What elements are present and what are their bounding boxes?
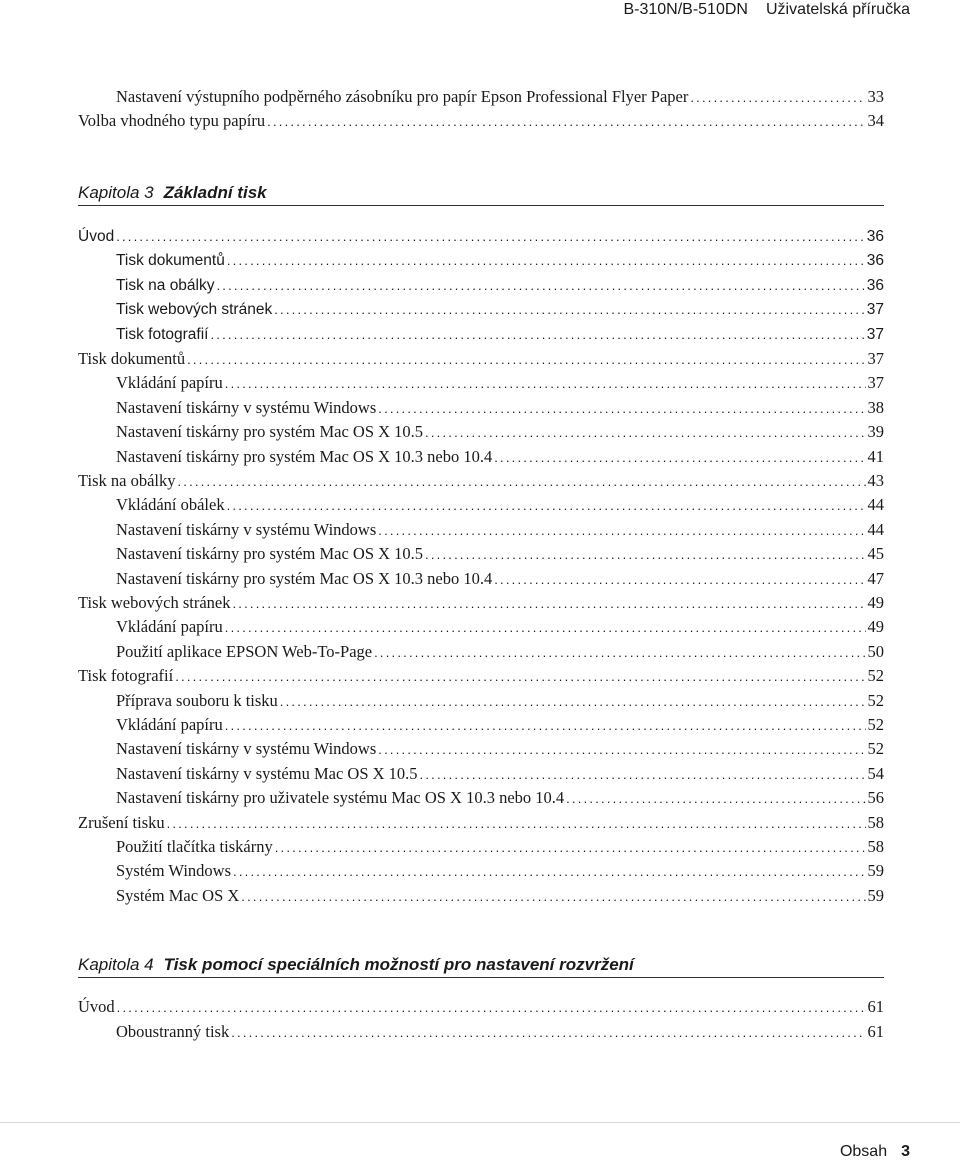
toc-leader-dots: [374, 641, 865, 665]
toc-entry[interactable]: [78, 347, 884, 371]
toc-entry[interactable]: [78, 298, 884, 322]
toc-entry-title: Nastavení tiskárny pro uživatele systému Mac OS X 10.3 nebo 10.4: [116, 788, 565, 808]
chapter-3-rule: [78, 205, 884, 206]
toc-leader-dots: [232, 592, 865, 616]
toc-leader-dots: [233, 860, 865, 884]
toc-entry-page: 50: [867, 641, 884, 661]
footer-divider: [0, 1122, 960, 1123]
toc-leader-dots: [425, 543, 865, 567]
chapter-4-label: Kapitola 4: [78, 955, 154, 974]
footer-label: Obsah: [839, 1143, 888, 1160]
toc-entry[interactable]: [78, 420, 884, 444]
toc-entry-title: Úvod: [78, 997, 115, 1016]
toc-leader-dots: [231, 1021, 865, 1045]
toc-entry-page: 58: [867, 837, 884, 856]
toc-leader-dots: [227, 494, 866, 518]
toc-leader-dots: [210, 323, 864, 347]
toc-entry-page: 59: [867, 885, 884, 905]
toc-entry-page: 58: [867, 812, 884, 832]
toc-entry-page: 37: [866, 325, 884, 343]
toc-entry-page: 36: [866, 228, 884, 245]
toc-entry-page: 36: [866, 252, 884, 270]
toc-entry-title: Příprava souboru k tisku: [116, 690, 278, 710]
toc-entry-title: Nastavení výstupního podpěrného zásobníku pro papír Epson Professional Flyer Paper: [116, 87, 689, 106]
toc-entry[interactable]: [78, 995, 884, 1019]
toc-entry-page: 38: [867, 397, 884, 417]
toc-leader-dots: [378, 738, 865, 762]
toc-leader-dots: [178, 470, 866, 494]
toc-leader-dots: [225, 616, 866, 640]
toc-entry-title: Tisk fotografií: [116, 325, 209, 343]
toc-leader-dots: [494, 446, 865, 470]
toc-entry[interactable]: [78, 1020, 884, 1044]
toc-entry[interactable]: [78, 396, 884, 420]
toc-leader-dots: [225, 372, 866, 396]
toc-entry-title: Systém Mac OS X: [116, 885, 240, 905]
toc-entry-title: Nastavení tiskárny v systému Windows: [116, 397, 377, 417]
toc-leader-dots: [275, 836, 866, 860]
toc-entry[interactable]: [78, 225, 884, 249]
toc-entry-page: 37: [867, 349, 884, 368]
toc-entry-page: 34: [867, 111, 884, 131]
toc-entry-page: 37: [867, 373, 884, 393]
toc-entry-page: 33: [867, 87, 884, 106]
toc-entry-page: 49: [867, 593, 884, 612]
toc-entry[interactable]: [78, 835, 884, 859]
toc-entry-page: 52: [867, 690, 884, 710]
toc-leader-dots: [117, 996, 866, 1020]
toc-entry[interactable]: [78, 884, 884, 908]
toc-entry[interactable]: [78, 664, 884, 688]
toc-entry-title: Systém Windows: [116, 861, 232, 881]
toc-entry-page: 54: [867, 763, 884, 783]
toc-entry-title: Nastavení tiskárny v systému Mac OS X 10.5: [116, 763, 418, 783]
toc-leader-dots: [267, 110, 865, 134]
toc-leader-dots: [378, 519, 865, 543]
toc-leader-dots: [175, 665, 865, 689]
toc-entry-title: Tisk webových stránek: [78, 593, 231, 612]
toc-entry-page: 44: [867, 495, 884, 515]
toc-entry-page: 59: [867, 861, 884, 881]
toc-entry-title: Úvod: [78, 228, 115, 245]
toc-entry-title: Nastavení tiskárny v systému Windows: [116, 519, 377, 539]
chapter-4-title: Tisk pomocí speciálních možností pro nastavení rozvržení: [163, 955, 634, 974]
chapter-3-label: Kapitola 3: [78, 183, 154, 202]
toc-entry[interactable]: [78, 615, 884, 639]
toc-entry-title: Nastavení tiskárny pro systém Mac OS X 10.5: [116, 422, 424, 442]
toc-leader-dots: [274, 298, 865, 322]
toc-entry[interactable]: [78, 493, 884, 517]
toc-entry-page: 39: [867, 422, 884, 442]
toc-entry-page: 36: [866, 276, 884, 294]
toc-entry-page: 52: [867, 715, 884, 734]
toc-entry[interactable]: [78, 274, 884, 298]
toc-leader-dots: [227, 249, 865, 273]
toc-entry[interactable]: [78, 542, 884, 566]
toc-entry[interactable]: [78, 567, 884, 591]
toc-entry-page: 44: [867, 519, 884, 539]
toc-entry[interactable]: [78, 469, 884, 493]
toc-entry-page: 61: [867, 997, 884, 1016]
toc-entry[interactable]: [78, 786, 884, 810]
toc-leader-dots: [425, 421, 865, 445]
toc-entry-title: Vkládání papíru: [116, 617, 223, 637]
toc-leader-dots: [420, 763, 866, 787]
toc-entry[interactable]: [78, 518, 884, 542]
toc-entry[interactable]: [78, 591, 884, 615]
toc-entry-page: 56: [867, 788, 884, 808]
toc-entry-title: Použití aplikace EPSON Web-To-Page: [116, 641, 373, 661]
toc-entry[interactable]: [78, 713, 884, 737]
toc-entry[interactable]: [78, 109, 884, 133]
toc-entry-title: Zrušení tisku: [78, 812, 165, 832]
toc-entry-page: 41: [867, 446, 884, 466]
toc-entry[interactable]: [78, 811, 884, 835]
toc-entry[interactable]: [78, 323, 884, 347]
toc-entry[interactable]: [78, 640, 884, 664]
toc-entry-title: Vkládání papíru: [116, 373, 223, 393]
page-number: 3: [901, 1143, 910, 1160]
toc-leader-dots: [167, 812, 866, 836]
toc-entry-title: Vkládání papíru: [116, 715, 223, 734]
toc-leader-dots: [494, 568, 865, 592]
toc-leader-dots: [225, 714, 866, 738]
toc-entry-page: 37: [866, 301, 884, 319]
chapter-3-heading: [78, 181, 267, 205]
toc-leader-dots: [116, 225, 865, 249]
toc-entry[interactable]: [78, 762, 884, 786]
header-doc-title: Uživatelská příručka: [765, 1, 910, 18]
toc-entry-title: Volba vhodného typu papíru: [78, 111, 266, 131]
toc-entry-page: 49: [867, 617, 884, 637]
chapter-4-heading: [78, 953, 634, 977]
chapter-4-rule: [78, 977, 884, 978]
toc-entry[interactable]: [78, 85, 884, 109]
toc-leader-dots: [690, 86, 865, 110]
toc-entry-title: Použití tlačítka tiskárny: [116, 837, 273, 856]
toc-entry[interactable]: [78, 371, 884, 395]
toc-entry-page: 43: [867, 471, 884, 490]
toc-entry-page: 52: [867, 666, 884, 686]
toc-leader-dots: [378, 397, 865, 421]
toc-entry-title: Tisk na obálky: [78, 471, 176, 490]
toc-entry-title: Nastavení tiskárny pro systém Mac OS X 10.5: [116, 544, 424, 564]
toc-entry-page: 52: [867, 739, 884, 759]
footer: [840, 1142, 910, 1162]
toc-entry[interactable]: [78, 859, 884, 883]
toc-entry-title: Tisk webových stránek: [116, 301, 273, 319]
toc-entry-title: Nastavení tiskárny pro systém Mac OS X 10.3 nebo 10.4: [116, 568, 493, 588]
toc-leader-dots: [280, 690, 866, 714]
toc-entry-title: Nastavení tiskárny v systému Windows: [116, 739, 377, 759]
header-model: B-310N/B-510DN: [623, 1, 748, 18]
toc-entry[interactable]: [78, 689, 884, 713]
running-header: [623, 0, 910, 20]
toc-leader-dots: [217, 274, 865, 298]
toc-entry[interactable]: [78, 737, 884, 761]
toc-entry-title: Vkládání obálek: [116, 495, 225, 515]
toc-entry-title: Oboustranný tisk: [116, 1021, 230, 1041]
toc-entry-title: Nastavení tiskárny pro systém Mac OS X 10.3 nebo 10.4: [116, 446, 493, 466]
toc-leader-dots: [241, 885, 865, 909]
toc-entry-title: Tisk na obálky: [116, 276, 215, 294]
chapter-3-title: Základní tisk: [163, 183, 267, 202]
toc-entry-page: 47: [867, 568, 884, 588]
toc-entry-title: Tisk dokumentů: [116, 252, 225, 270]
toc-entry-page: 61: [867, 1021, 884, 1041]
toc-leader-dots: [566, 787, 865, 811]
toc-entry[interactable]: [78, 249, 884, 273]
toc-entry-page: 45: [867, 544, 884, 564]
toc-leader-dots: [187, 348, 865, 372]
toc-entry-title: Tisk fotografií: [78, 666, 174, 686]
toc-entry[interactable]: [78, 445, 884, 469]
toc-entry-title: Tisk dokumentů: [78, 349, 186, 368]
